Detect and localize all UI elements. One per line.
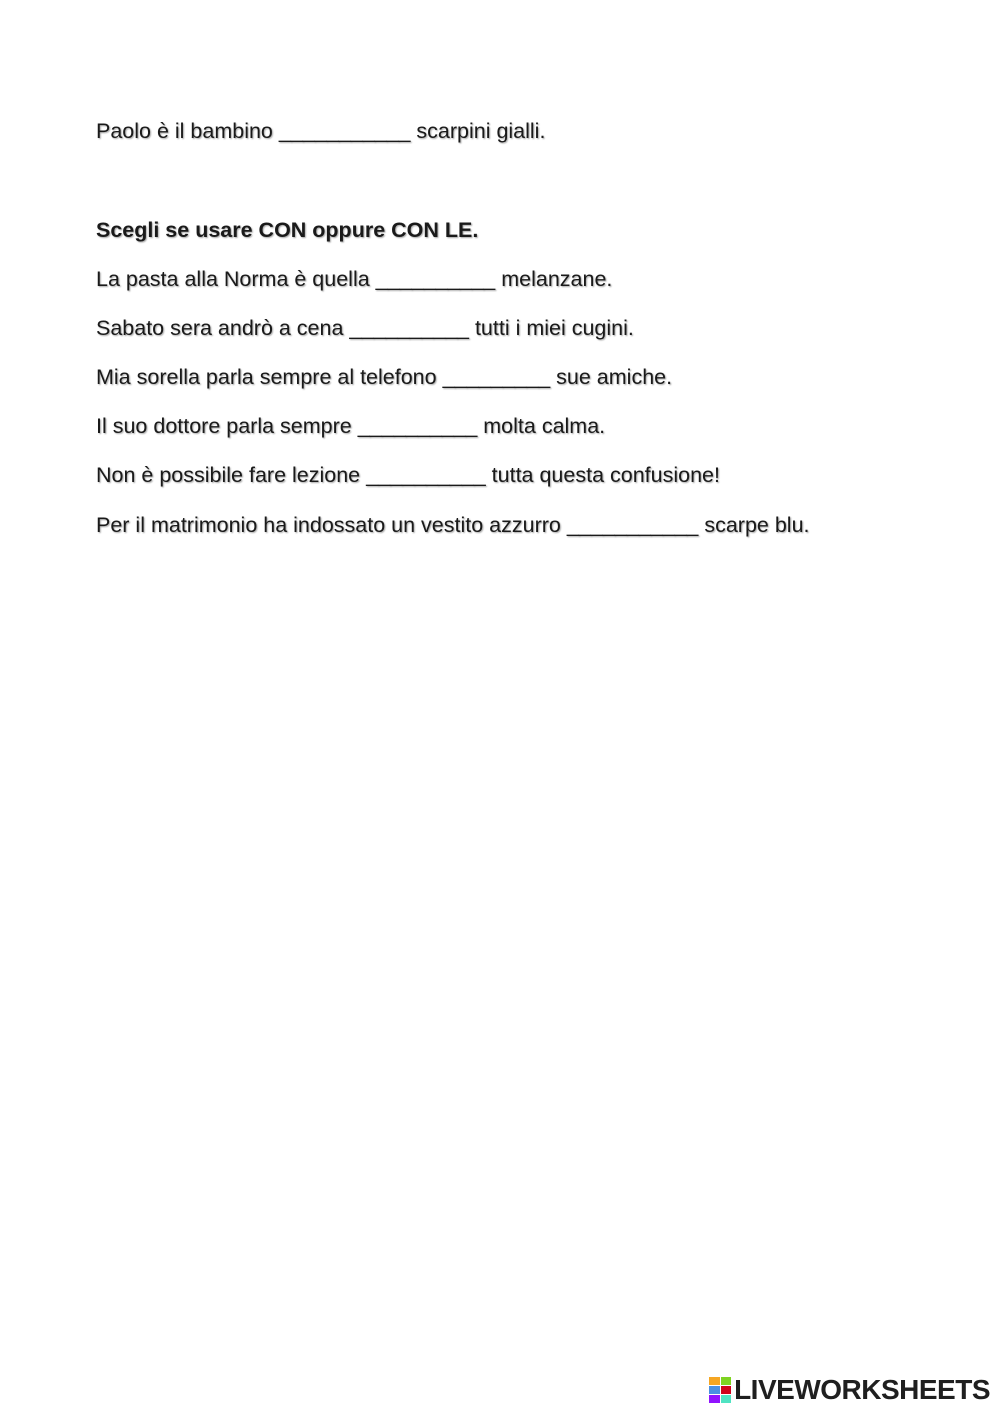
exercise-5-after: tutta questa confusione! — [485, 463, 720, 487]
mark-cell-2 — [721, 1377, 732, 1385]
exercise-6-before: Per il matrimonio ha indossato un vestito azzurro — [96, 513, 567, 537]
exercise-5-blank[interactable]: __________ — [366, 463, 486, 487]
intro-sentence-after: scarpini gialli. — [410, 119, 546, 143]
exercise-5 — [96, 457, 904, 493]
exercise-1-blank[interactable]: __________ — [375, 267, 496, 291]
exercise-3-after: sue amiche. — [550, 365, 673, 389]
exercise-1-after: melanzane. — [495, 267, 613, 291]
exercise-3-before: Mia sorella parla sempre al telefono — [96, 365, 443, 389]
exercise-2-before: Sabato sera andrò a cena — [96, 316, 350, 340]
liveworksheets-logo — [709, 1375, 990, 1405]
exercise-6 — [96, 507, 904, 543]
exercise-1 — [96, 261, 904, 297]
intro-sentence-blank[interactable]: ___________ — [278, 119, 411, 143]
exercise-6-after: scarpe blu. — [698, 513, 810, 537]
exercise-2 — [96, 310, 904, 346]
exercise-6-blank[interactable]: ___________ — [566, 513, 699, 537]
exercise-3-blank[interactable]: _________ — [442, 365, 551, 389]
intro-sentence — [96, 113, 904, 149]
liveworksheets-mark-icon — [709, 1377, 731, 1403]
liveworksheets-logo-text: LIVEWORKSHEETS — [734, 1374, 990, 1405]
exercise-4-before: Il suo dottore parla sempre — [96, 414, 358, 438]
mark-cell-1 — [709, 1377, 720, 1385]
exercise-4 — [96, 408, 904, 444]
mark-cell-4 — [721, 1386, 732, 1394]
mark-cell-3 — [709, 1386, 720, 1394]
exercise-1-before: La pasta alla Norma è quella — [96, 267, 376, 291]
exercise-2-blank[interactable]: __________ — [349, 316, 469, 340]
exercise-4-after: molta calma. — [477, 414, 606, 438]
exercise-2-after: tutti i miei cugini. — [468, 316, 634, 340]
intro-sentence-before: Paolo è il bambino — [96, 119, 279, 143]
instruction-heading: Scegli se usare CON oppure CON LE. — [96, 218, 479, 242]
mark-cell-6 — [721, 1395, 732, 1403]
exercise-3 — [96, 359, 904, 395]
exercise-4-blank[interactable]: __________ — [357, 414, 478, 438]
mark-cell-5 — [709, 1395, 720, 1403]
exercise-5-before: Non è possibile fare lezione — [96, 463, 367, 487]
